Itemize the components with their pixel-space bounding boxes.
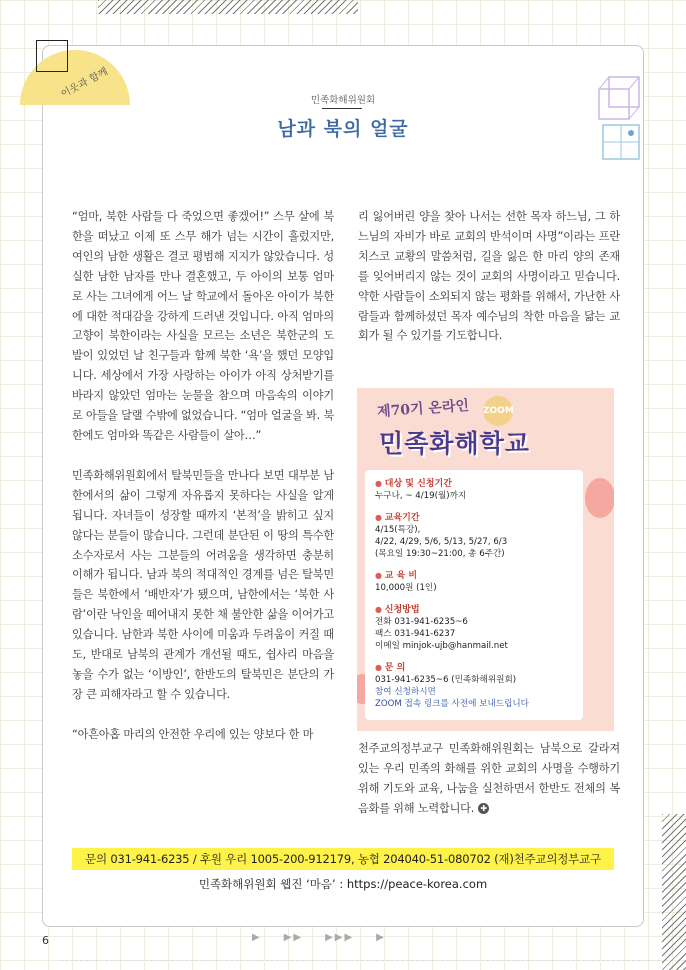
poster-section bbox=[375, 570, 437, 594]
section-org-label: 민족화해위원회 bbox=[310, 95, 376, 106]
balloon-decoration bbox=[585, 478, 614, 518]
poster-section bbox=[375, 478, 466, 502]
poster-section-heading: ● 교육기간 bbox=[375, 512, 507, 524]
bottom-hatch-decoration bbox=[662, 814, 686, 970]
article-left-column bbox=[72, 207, 334, 745]
poster-note-line: ZOOM 접속 링크를 사전에 보내드립니다 bbox=[375, 699, 529, 709]
poster-section-line: 031-941-6235~6 (민족화해위원회) bbox=[375, 675, 517, 685]
poster-section-line: 누구나, ~ 4/19(월)까지 bbox=[375, 491, 467, 501]
poster-section-line: (목요일 19:30~21:00, 총 6주간) bbox=[375, 549, 505, 559]
poster-section-line: 이메일 minjok-ujb@hanmail.net bbox=[375, 641, 508, 651]
poster-info-panel bbox=[365, 470, 583, 720]
end-mark-icon: ✚ bbox=[478, 803, 489, 814]
page-number: 6 bbox=[42, 934, 49, 947]
education-poster bbox=[357, 388, 614, 731]
arrow-icon: ▶ bbox=[376, 932, 386, 943]
poster-section bbox=[375, 662, 529, 710]
poster-section-line: 4/15(특강), bbox=[375, 525, 421, 535]
article-right-closing bbox=[358, 739, 620, 819]
poster-section-line: 10,000원 (1인) bbox=[375, 583, 437, 593]
zoom-badge: ZOOM bbox=[483, 396, 513, 426]
poster-section bbox=[375, 604, 508, 652]
poster-section-heading: ● 신청방법 bbox=[375, 604, 508, 616]
arrow-icon: ▶ bbox=[252, 932, 262, 943]
article-paragraph: “아흔아홉 마리의 안전한 우리에 있는 양보다 한 마 bbox=[72, 727, 314, 741]
arrow-icon: ▶▶▶ bbox=[325, 932, 355, 943]
poster-section-heading: ● 대상 및 신청기간 bbox=[375, 478, 466, 490]
poster-section-line: 전화 031-941-6235~6 bbox=[375, 617, 468, 627]
footer-dash-line bbox=[60, 960, 660, 961]
arrow-decoration bbox=[252, 932, 408, 943]
article-paragraph: 민족화해위원회에서 탈북민들을 만나다 보면 대부분 남한에서의 삶이 그렇게 자유롭지 못하다는 사실을 알게 됩니다. 자녀들이 성장할 때까지 ‘본적’을 밝히고 싶지 않다는 분들이 많습니다. 그런데 분단된 이 땅의 특수한 소수자로서 사는 그분들의 어려움을 생각하면 충분히 이해가 됩니다. 남과 북의 적대적인 경계를 넘은 탈북민들은 북한에서 ‘배반자’가 됐으며, 남한에서는 ‘북한 사람’이란 낙인을 떼어내지 못한 채 불안한 삶을 이어가고 있습니다. 남한과 북한 사이에 미움과 두려움이 커질 때도, 반대로 남북의 관계가 개선될 때도, 쉽사리 마음을 놓을 수가 없는 ‘이방인’, 한반도의 탈북민은 분단의 가장 큰 피해자라고 할 수 있습니다. bbox=[72, 468, 334, 701]
page-title: 남과 북의 얼굴 bbox=[277, 118, 409, 140]
corner-label: 이웃과 함께 bbox=[59, 66, 110, 101]
webzine-link[interactable]: 민족화해위원회 웹진 ‘마음’ : https://peace-korea.com bbox=[198, 877, 488, 891]
poster-section bbox=[375, 512, 507, 560]
poster-section-heading: ● 교 육 비 bbox=[375, 570, 437, 582]
poster-section-line: 팩스 031-941-6237 bbox=[375, 629, 456, 639]
contact-bar: 문의 031-941-6235 / 후원 우리 1005-200-912179, 농협 204040-51-080702 (재)천주교의정부교구 bbox=[72, 848, 614, 870]
poster-section-line: 4/22, 4/29, 5/6, 5/13, 5/27, 6/3 bbox=[375, 537, 508, 547]
poster-section-heading: ● 문 의 bbox=[375, 662, 529, 674]
poster-subtitle: 제70기 온라인 bbox=[376, 397, 470, 421]
top-hatch-decoration bbox=[98, 0, 358, 14]
arrow-icon: ▶▶ bbox=[283, 932, 304, 943]
article-paragraph: “엄마, 북한 사람들 다 죽었으면 좋겠어!” 스무 살에 북한을 떠났고 이제 또 스무 해가 넘는 시간이 흘렀지만, 여인의 남한 생활은 결코 평범해 지지가 않았습니다. 성실한 남한 남자를 만나 결혼했고, 두 아이의 보통 엄마로 사는 그녀에게 어느 날 학교에서 돌아온 아이가 북한에 대한 적대감을 강하게 드러낸 것입니다. 아직 엄마의 고향이 북한이라는 사실을 모르는 소년은 북한군의 도발이 있었던 날 친구들과 함께 북한 ‘욕’을 했던 모양입니다. 세상에서 가장 사랑하는 아이가 아직 상처받기를 바라지 않았던 엄마는 눈물을 참으며 마음속의 이야기로 아들을 달랠 수밖에 없었습니다. “엄마 얼굴을 봐. 북한에도 엄마와 똑같은 사람들이 살아…” bbox=[72, 210, 334, 442]
poster-note-line: 참여 신청하시면 bbox=[375, 687, 436, 697]
title-rule bbox=[322, 108, 362, 109]
article-right-column bbox=[358, 207, 620, 346]
article-paragraph: 리 잃어버린 양을 찾아 나서는 선한 목자 하느님, 그 하느님의 자비가 바로 교회의 반석이며 사명”이라는 프란치스코 교황의 말씀처럼, 길을 잃은 한 마리 양의 존재를 잊어버리지 않는 것이 교회의 사명이라고 믿습니다. 약한 사람들이 소외되지 않는 평화를 위해서, 가난한 사람들과 함께하셨던 목자 예수님의 착한 마음을 닮는 교회가 될 수 있기를 기도합니다. bbox=[358, 210, 620, 343]
poster-title: 민족화해학교 bbox=[379, 429, 530, 458]
corner-square-decoration bbox=[36, 40, 68, 72]
article-paragraph: 천주교의정부교구 민족화해위원회는 남북으로 갈라져 있는 우리 민족의 화해를 위한 교회의 사명을 수행하기 위해 기도와 교육, 나눔을 실천하면서 한반도 전체의 복음화를 위해 노력합니다. bbox=[358, 742, 620, 815]
